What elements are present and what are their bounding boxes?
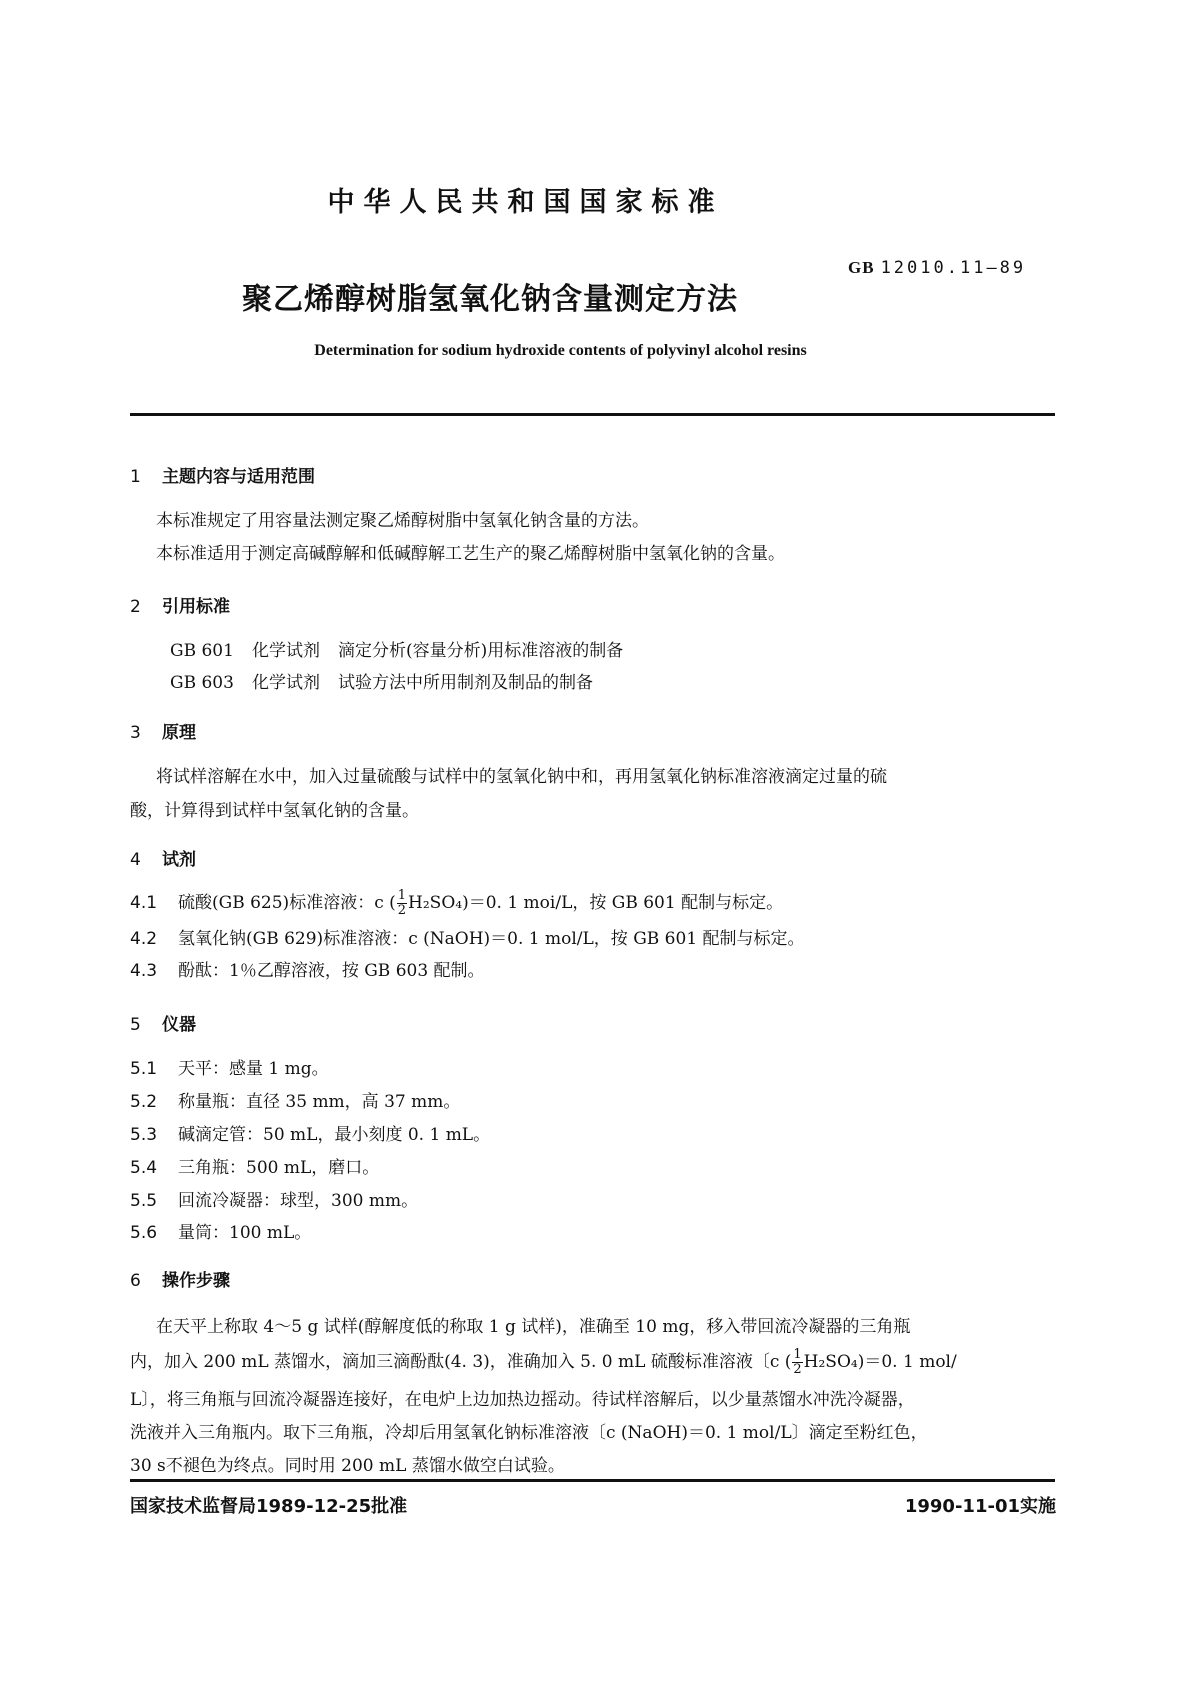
reagent-4-3: 4.3 酚酞：1％乙醇溶液，按 GB 603 配制。 [130,961,485,981]
reference-gb603: GB 603 化学试剂 试验方法中所用制剂及制品的制备 [170,673,593,693]
section-3-heading: 3 原理 [130,723,196,743]
section-1-paragraph-2: 本标准适用于测定高碱醇解和低碱醇解工艺生产的聚乙烯醇树脂中氢氧化钠的含量。 [156,544,785,564]
procedure-line-1: 在天平上称取 4～5 g 试样(醇解度低的称取 1 g 试样)，准确至 10 mg，移入带回流冷凝器的三角瓶 [156,1317,911,1337]
reagent-4-1: 4.1 硫酸(GB 625)标准溶液：c ( $\frac{1}{2}$ H₂SO₄)＝0. 1 moi/L，按 GB 601 配制与标定。 [130,888,784,918]
apparatus-5-2: 5.2 称量瓶：直径 35 mm，高 37 mm。 [130,1092,461,1112]
apparatus-5-3: 5.3 碱滴定管：50 mL，最小刻度 0. 1 mL。 [130,1125,491,1145]
section-3-paragraph-line1: 将试样溶解在水中，加入过量硫酸与试样中的氢氧化钠中和，再用氢氧化钠标准溶液滴定过量的硫 [156,767,887,787]
bottom-divider [130,1479,1055,1482]
fraction-one-half: $\frac{1}{2}$ [397,888,407,918]
section-4-heading: 4 试剂 [130,850,196,870]
reagent-4-2: 4.2 氢氧化钠(GB 629)标准溶液：c (NaOH)＝0. 1 mol/L，按 GB 601 配制与标定。 [130,929,805,949]
fraction-one-half: $\frac{1}{2}$ [793,1347,802,1377]
document-title-cn: 聚乙烯醇树脂氢氧化钠含量测定方法 [242,282,738,317]
procedure-line-5: 30 s不褪色为终点。同时用 200 mL 蒸馏水做空白试验。 [130,1456,565,1476]
section-6-heading: 6 操作步骤 [130,1271,230,1291]
section-5-heading: 5 仪器 [130,1015,196,1035]
apparatus-5-4: 5.4 三角瓶：500 mL，磨口。 [130,1158,380,1178]
section-1-paragraph-1: 本标准规定了用容量法测定聚乙烯醇树脂中氢氧化钠含量的方法。 [156,511,649,531]
section-3-paragraph-line2: 酸，计算得到试样中氢氧化钠的含量。 [130,801,419,821]
section-1-heading: 1 主题内容与适用范围 [130,467,315,487]
document-title-en: Determination for sodium hydroxide contents of polyvinyl alcohol resins [314,342,807,359]
standard-code: GB 12010.11—89 [848,258,1027,278]
procedure-line-2: 内，加入 200 mL 蒸馏水，滴加三滴酚酞(4. 3)，准确加入 5. 0 mL 硫酸标准溶液〔c ( $\frac{1}{2}$ H₂SO₄)＝0. 1 mol/ [130,1347,957,1377]
apparatus-5-6: 5.6 量筒：100 mL。 [130,1223,312,1243]
reference-gb601: GB 601 化学试剂 滴定分析(容量分析)用标准溶液的制备 [170,641,624,661]
apparatus-5-1: 5.1 天平：感量 1 mg。 [130,1059,329,1079]
national-standard-heading: 中华人民共和国国家标准 [327,187,724,218]
effective-date: 1990-11-01实施 [904,1496,1056,1517]
apparatus-5-5: 5.5 回流冷凝器：球型，300 mm。 [130,1191,419,1211]
approval-date: 国家技术监督局1989-12-25批准 [130,1496,408,1517]
section-2-heading: 2 引用标准 [130,597,230,617]
procedure-line-3: L〕，将三角瓶与回流冷凝器连接好，在电炉上边加热边摇动。待试样溶解后，以少量蒸馏水冲洗冷凝器， [130,1390,915,1410]
top-divider [130,413,1055,416]
procedure-line-4: 洗液并入三角瓶内。取下三角瓶，冷却后用氢氧化钠标准溶液〔c (NaOH)＝0. 1 mol/L〕滴定至粉红色， [130,1423,928,1443]
